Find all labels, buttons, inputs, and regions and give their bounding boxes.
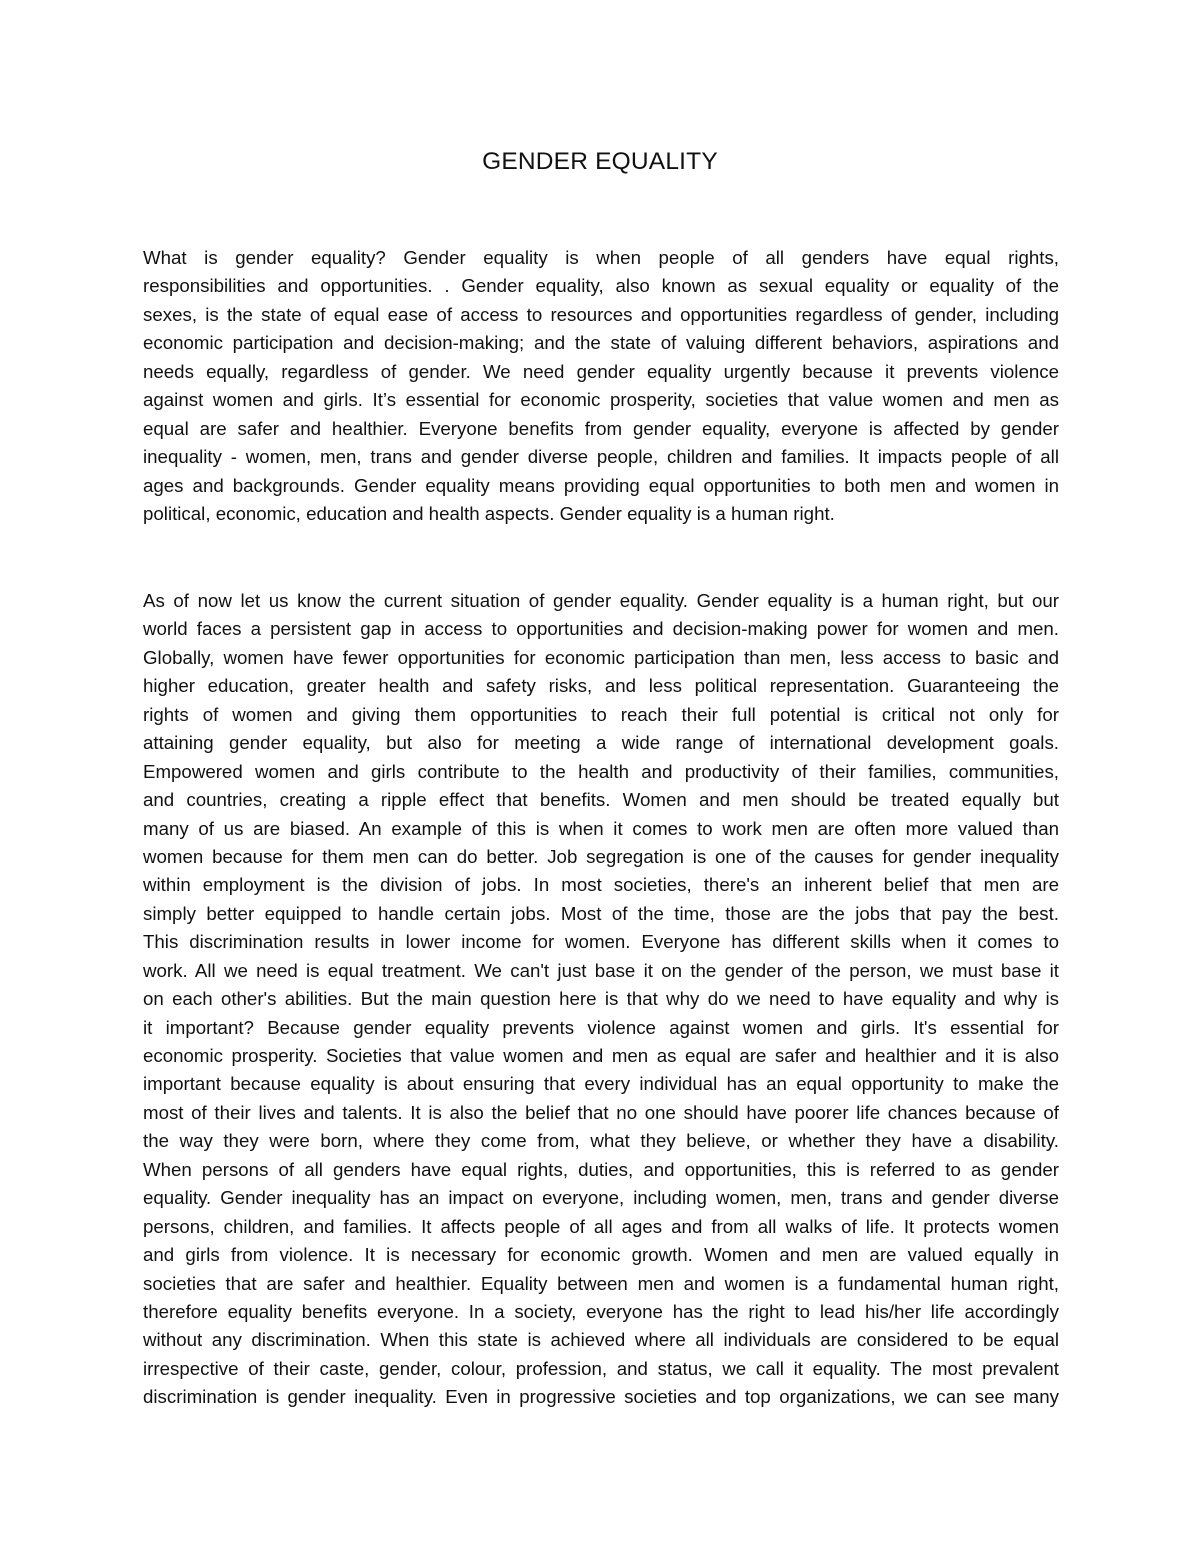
- text-line: women because for them men can do better. Job segregation is one of the causes for gender inequality: [143, 845, 1059, 867]
- text-line: inequality - women, men, trans and gender diverse people, children and families. It impacts people of all: [143, 446, 1059, 468]
- text-line: As of now let us know the current situation of gender equality. Gender equality is a human right, but our: [143, 590, 1059, 611]
- text-line: and girls from violence. It is necessary for economic growth. Women and men are valued equally in: [143, 1244, 1059, 1266]
- text-line: Globally, women have fewer opportunities for economic participation than men, less access to basic and: [143, 646, 1059, 668]
- text-line: world faces a persistent gap in access to opportunities and decision-making power for women and men.: [143, 618, 1059, 640]
- text-line: economic participation and decision-making; and the state of valuing different behaviors, aspirations and: [143, 332, 1059, 354]
- paragraph-current-situation: [143, 587, 1059, 1412]
- text-line: on each other's abilities. But the main question here is that why do we need to have equality and why is: [143, 988, 1059, 1010]
- text-line: This discrimination results in lower income for women. Everyone has different skills when it comes to: [143, 931, 1059, 953]
- text-line: discrimination is gender inequality. Even in progressive societies and top organizations, we can see many: [143, 1386, 1059, 1408]
- text-line: Empowered women and girls contribute to the health and productivity of their families, communities,: [143, 760, 1059, 782]
- text-line: ages and backgrounds. Gender equality means providing equal opportunities to both men and women in: [143, 474, 1059, 496]
- text-line: the way they were born, where they come from, what they believe, or whether they have a disability.: [143, 1130, 1059, 1152]
- text-line: responsibilities and opportunities. . Gender equality, also known as sexual equality or equality of the: [143, 275, 1059, 297]
- text-line: needs equally, regardless of gender. We need gender equality urgently because it prevents violence: [143, 360, 1059, 382]
- text-line: When persons of all genders have equal rights, duties, and opportunities, this is referred to as gender: [143, 1158, 1059, 1180]
- document-title: GENDER EQUALITY: [482, 148, 718, 175]
- text-line: without any discrimination. When this state is achieved where all individuals are considered to be equal: [143, 1329, 1059, 1351]
- text-line: rights of women and giving them opportunities to reach their full potential is critical not only for: [143, 703, 1059, 725]
- text-line: attaining gender equality, but also for meeting a wide range of international development goals.: [143, 732, 1059, 754]
- text-line: and countries, creating a ripple effect that benefits. Women and men should be treated equally but: [143, 789, 1059, 811]
- text-line: simply better equipped to handle certain jobs. Most of the time, those are the jobs that pay the best.: [143, 902, 1059, 924]
- text-line: irrespective of their caste, gender, colour, profession, and status, we call it equality. The most prevalent: [143, 1357, 1059, 1379]
- text-line: many of us are biased. An example of this is when it comes to work men are often more valued than: [143, 817, 1059, 839]
- paragraph-intro: [143, 244, 1059, 528]
- text-line: against women and girls. It’s essential for economic prosperity, societies that value women and men as: [143, 389, 1059, 411]
- text-line: therefore equality benefits everyone. In a society, everyone has the right to lead his/her life accordingly: [143, 1300, 1059, 1322]
- text-line: persons, children, and families. It affects people of all ages and from all walks of life. It protects women: [143, 1215, 1059, 1237]
- text-line: equal are safer and healthier. Everyone benefits from gender equality, everyone is affected by gender: [143, 417, 1059, 439]
- text-line: sexes, is the state of equal ease of access to resources and opportunities regardless of gender, including: [143, 303, 1059, 325]
- text-line: important because equality is about ensuring that every individual has an equal opportunity to make the: [143, 1073, 1059, 1095]
- text-line: it important? Because gender equality prevents violence against women and girls. It's essential for: [143, 1016, 1059, 1038]
- text-line: within employment is the division of jobs. In most societies, there's an inherent belief that men are: [143, 874, 1059, 896]
- text-line: societies that are safer and healthier. Equality between men and women is a fundamental human right,: [143, 1272, 1059, 1294]
- text-line: economic prosperity. Societies that value women and men as equal are safer and healthier and it is also: [143, 1045, 1059, 1066]
- text-line: higher education, greater health and safety risks, and less political representation. Guaranteeing the: [143, 675, 1059, 697]
- text-line: work. All we need is equal treatment. We can't just base it on the gender of the person, we must base it: [143, 959, 1059, 981]
- text-line: equality. Gender inequality has an impact on everyone, including women, men, trans and gender diverse: [143, 1187, 1059, 1209]
- text-line: most of their lives and talents. It is also the belief that no one should have poorer life chances because of: [143, 1101, 1059, 1123]
- text-line: political, economic, education and health aspects. Gender equality is a human right.: [143, 502, 835, 524]
- text-line: What is gender equality? Gender equality is when people of all genders have equal rights,: [143, 247, 1059, 268]
